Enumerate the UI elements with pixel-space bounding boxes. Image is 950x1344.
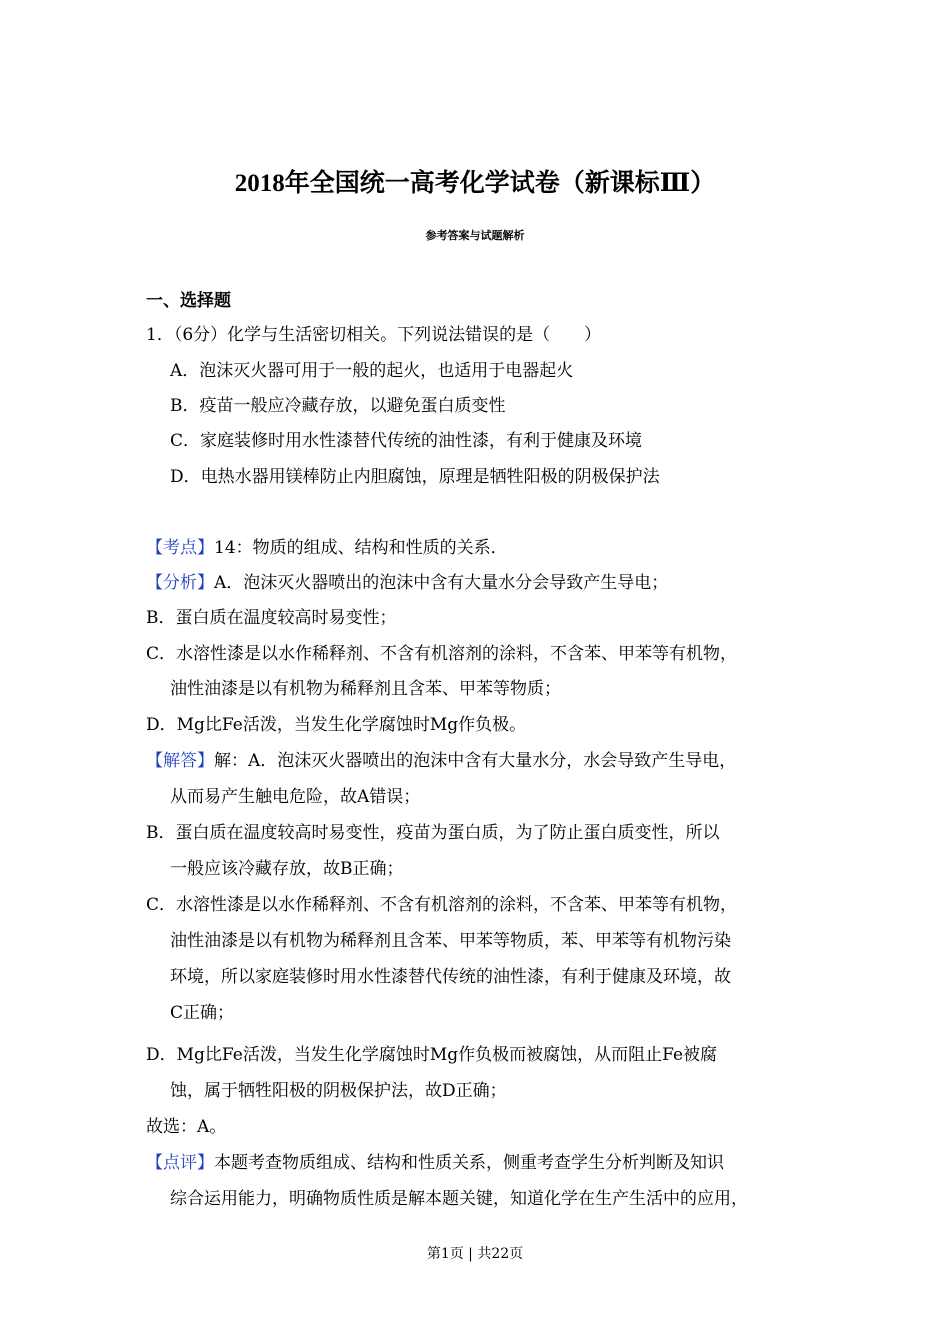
jieda-line-7: 环境，所以家庭装修时用水性漆替代传统的油性漆，有利于健康及环境，故 <box>170 967 731 987</box>
jieda-line-8: C正确； <box>170 1003 235 1023</box>
dianping-text-1: 本题考查物质组成、结构和性质关系，侧重考查学生分析判断及知识 <box>214 1153 724 1173</box>
document-title: 2018年全国统一高考化学试卷（新课标Ⅲ） <box>234 170 716 197</box>
fenxi-text-1: A．泡沫灭火器喷出的泡沫中含有大量水分会导致产生导电； <box>214 573 669 593</box>
dianping-tag: 【点评】 <box>146 1153 214 1173</box>
jieda-tag: 【解答】 <box>146 751 214 771</box>
jieda-line-5: C．水溶性漆是以水作稀释剂、不含有机溶剂的涂料，不含苯、甲苯等有机物， <box>146 895 738 915</box>
option-a: A．泡沫灭火器可用于一般的起火，也适用于电器起火 <box>170 361 574 381</box>
jieda-line-9: D．Mg比Fe活泼，当发生化学腐蚀时Mg作负极而被腐蚀，从而阻止Fe被腐 <box>146 1045 718 1065</box>
jieda-line-1 <box>146 748 736 774</box>
dianping-line-1 <box>146 1150 724 1176</box>
section-heading: 一、选择题 <box>146 291 231 311</box>
jieda-line-6: 油性油漆是以有机物为稀释剂且含苯、甲苯等物质，苯、甲苯等有机物污染 <box>170 931 731 951</box>
jieda-text-1: 解：A．泡沫灭火器喷出的泡沫中含有大量水分，水会导致产生导电， <box>214 751 737 771</box>
jieda-line-10: 蚀，属于牺牲阳极的阴极保护法，故D正确； <box>170 1081 507 1101</box>
question-stem: 1．（6分）化学与生活密切相关。下列说法错误的是（ ） <box>146 325 602 345</box>
fenxi-line-2: B．蛋白质在温度较高时易变性； <box>146 608 397 628</box>
dianping-line-2: 综合运用能力，明确物质性质是解本题关键，知道化学在生产生活中的应用， <box>170 1189 748 1209</box>
kaodian-block <box>146 535 508 561</box>
jieda-conclusion: 故选：A。 <box>146 1117 227 1137</box>
jieda-line-3: B．蛋白质在温度较高时易变性，疫苗为蛋白质，为了防止蛋白质变性，所以 <box>146 823 720 843</box>
fenxi-line-3: C．水溶性漆是以水作稀释剂、不含有机溶剂的涂料，不含苯、甲苯等有机物， <box>146 644 738 664</box>
jieda-line-4: 一般应该冷藏存放，故B正确； <box>170 859 404 879</box>
kaodian-tag: 【考点】 <box>146 538 214 558</box>
fenxi-line-1 <box>146 570 668 596</box>
fenxi-tag: 【分析】 <box>146 573 214 593</box>
page-footer: 第1页 | 共22页 <box>426 1246 524 1262</box>
option-b: B．疫苗一般应冷藏存放，以避免蛋白质变性 <box>170 396 506 416</box>
document-subtitle: 参考答案与试题解析 <box>425 229 525 242</box>
jieda-line-2: 从而易产生触电危险，故A错误； <box>170 787 421 807</box>
kaodian-text: 14：物质的组成、结构和性质的关系． <box>214 538 508 558</box>
option-c: C．家庭装修时用水性漆替代传统的油性漆，有利于健康及环境 <box>170 431 643 451</box>
fenxi-line-4: 油性油漆是以有机物为稀释剂且含苯、甲苯等物质； <box>170 679 561 699</box>
fenxi-line-5: D．Mg比Fe活泼，当发生化学腐蚀时Mg作负极。 <box>146 715 527 735</box>
option-d: D．电热水器用镁棒防止内胆腐蚀，原理是牺牲阳极的阴极保护法 <box>170 467 660 487</box>
